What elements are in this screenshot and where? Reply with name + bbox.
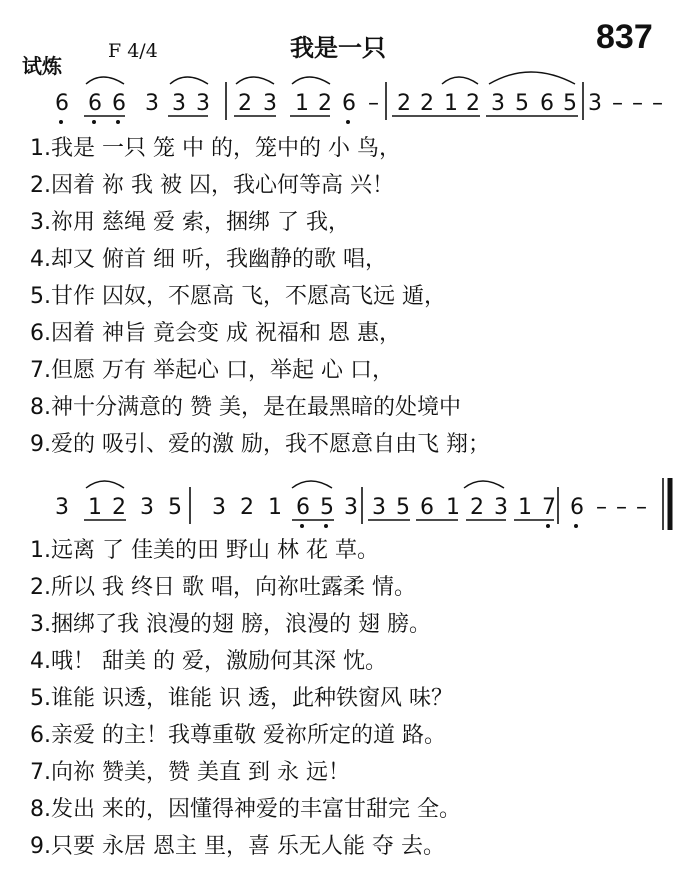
- octave-dot: [116, 120, 120, 124]
- note: 6: [296, 495, 310, 520]
- note: 3: [145, 91, 159, 116]
- note: 6: [570, 495, 584, 520]
- note: 2: [470, 495, 484, 520]
- lyric-line: 8.发出 来的，因懂得神爱的丰富甘甜完 全。: [30, 797, 461, 822]
- note: 1: [88, 495, 102, 520]
- hymn-title: 我是一只: [290, 34, 386, 62]
- lyric-line: 4.哦！ 甜美 的 爱，激励何其深 忱。: [30, 649, 387, 674]
- slur: [442, 77, 478, 84]
- note: 2: [112, 495, 126, 520]
- note: 2: [466, 91, 480, 116]
- lyric-line: 5.甘作 囚奴，不愿高 飞，不愿高飞远 遁，: [30, 284, 446, 309]
- octave-dot: [546, 524, 550, 528]
- note: 5: [168, 495, 182, 520]
- key-signature: F 4/4: [108, 40, 158, 62]
- lyric-line: 5.谁能 识透，谁能 识 透，此种铁窗风 味？: [30, 686, 453, 711]
- lyric-line: 6.亲爱 的主！我尊重敬 爱祢所定的道 路。: [30, 723, 446, 748]
- lyric-line: 1.远离 了 佳美的田 野山 林 花 草。: [30, 538, 379, 563]
- lyric-line: 2.因着 祢 我 被 囚，我心何等高 兴！: [30, 173, 394, 198]
- note: 5: [563, 91, 577, 116]
- slur: [236, 77, 274, 84]
- note: 3: [212, 495, 226, 520]
- octave-dot: [92, 120, 96, 124]
- note: 3: [372, 495, 386, 520]
- dash-mark: –: [652, 91, 663, 116]
- note: 1: [446, 495, 460, 520]
- note: 7: [542, 495, 556, 520]
- note: 3: [588, 91, 602, 116]
- slur: [292, 481, 332, 488]
- octave-dot: [300, 524, 304, 528]
- note: 1: [444, 91, 458, 116]
- note: 6: [342, 91, 356, 116]
- dash-mark: –: [596, 495, 607, 520]
- slur: [464, 481, 504, 488]
- note: 3: [263, 91, 277, 116]
- note: 6: [420, 495, 434, 520]
- note: 5: [320, 495, 334, 520]
- note: 2: [318, 91, 332, 116]
- note: 6: [112, 91, 126, 116]
- note: 3: [491, 91, 505, 116]
- slur: [86, 481, 124, 488]
- note: 5: [515, 91, 529, 116]
- note: 1: [518, 495, 532, 520]
- note: 6: [88, 91, 102, 116]
- note: 3: [140, 495, 154, 520]
- lyric-line: 3.祢用 慈绳 爱 索，捆绑 了 我，: [30, 210, 350, 235]
- octave-dot: [574, 524, 578, 528]
- note: 1: [268, 495, 282, 520]
- lyric-line: 9.爱的 吸引、爱的激 励，我不愿意自由飞 翔；: [30, 432, 490, 457]
- lyric-line: 7.向祢 赞美，赞 美直 到 永 远！: [30, 760, 350, 785]
- lyric-line: 9.只要 永居 恩主 里，喜 乐无人能 夺 去。: [30, 834, 445, 859]
- dash-mark: –: [616, 495, 627, 520]
- note: 3: [55, 495, 69, 520]
- lyric-line: 2.所以 我 终日 歌 唱，向祢吐露柔 情。: [30, 575, 416, 600]
- lyric-line: 8.神十分满意的 赞 美，是在最黑暗的处境中: [30, 395, 461, 420]
- slur: [489, 72, 575, 84]
- dash-mark: –: [612, 91, 623, 116]
- note: 2: [397, 91, 411, 116]
- slur: [86, 77, 124, 84]
- octave-dot: [324, 524, 328, 528]
- slur: [292, 77, 330, 84]
- lyric-line: 4.却又 俯首 细 听，我幽静的歌 唱，: [30, 247, 387, 272]
- note: 2: [238, 91, 252, 116]
- notation-line-1: [55, 91, 663, 124]
- slur: [170, 77, 208, 84]
- note: 5: [396, 495, 410, 520]
- octave-dot: [346, 120, 350, 124]
- lyric-line: 3.捆绑了我 浪漫的翅 膀，浪漫的 翅 膀。: [30, 612, 431, 637]
- dash-mark: –: [636, 495, 647, 520]
- category-label: 试炼: [22, 54, 62, 78]
- note: 2: [420, 91, 434, 116]
- note: 2: [240, 495, 254, 520]
- note: 3: [196, 91, 210, 116]
- note: 6: [540, 91, 554, 116]
- note: 6: [55, 91, 69, 116]
- note: 3: [172, 91, 186, 116]
- octave-dot: [59, 120, 63, 124]
- note: 1: [295, 91, 309, 116]
- hymn-number: 837: [596, 18, 653, 56]
- dash-mark: –: [632, 91, 643, 116]
- note: 3: [344, 495, 358, 520]
- dash-mark: –: [368, 91, 379, 116]
- note: 3: [494, 495, 508, 520]
- lyric-line: 6.因着 神旨 竟会变 成 祝福和 恩 惠，: [30, 321, 401, 346]
- lyric-line: 1.我是 一只 笼 中 的，笼中的 小 鸟，: [30, 136, 401, 161]
- lyric-line: 7.但愿 万有 举起心 口，举起 心 口，: [30, 358, 394, 383]
